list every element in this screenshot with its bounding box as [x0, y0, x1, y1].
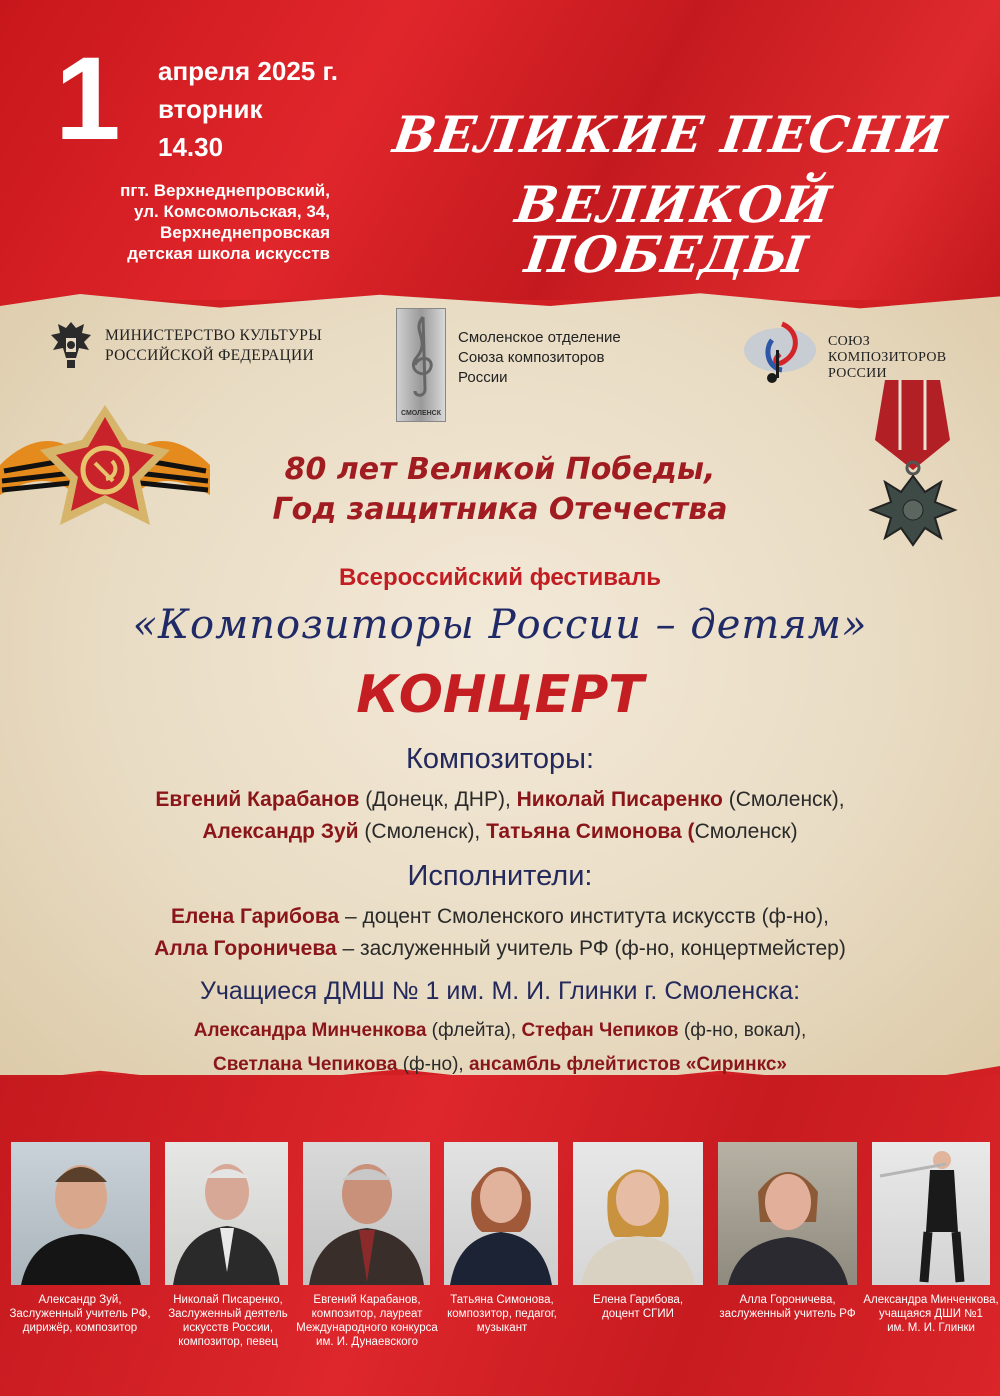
- caption-line: композитор, педагог,: [447, 1308, 557, 1320]
- ministry-line: РОССИЙСКОЙ ФЕДЕРАЦИИ: [105, 347, 314, 364]
- union-of-composers-emblem-icon: [742, 320, 820, 386]
- caption-line: Николай Писаренко,: [173, 1294, 283, 1306]
- student-instrument: (ф-но, вокал),: [678, 1020, 807, 1041]
- composer-city: Смоленск): [694, 820, 798, 843]
- performer-line1: [0, 905, 1000, 929]
- photo-nikolai-pisarenko: [165, 1142, 288, 1285]
- poster-title-line2: ВЕЛИКОЙ ПОБЕДЫ: [511, 175, 836, 284]
- caption-line: Александра Минченкова,: [863, 1294, 999, 1306]
- festival-label: Всероссийский фестиваль: [338, 564, 662, 591]
- poster-title-line1: ВЕЛИКИЕ ПЕСНИ: [389, 105, 951, 164]
- caption-line: Елена Гарибова,: [592, 1294, 684, 1306]
- caption-line: композитор, певец: [178, 1336, 278, 1348]
- festival-name: «Композиторы России – детям»: [132, 602, 868, 648]
- composer-city: (Смоленск),: [722, 788, 845, 811]
- student-instrument: (флейта),: [426, 1020, 522, 1041]
- union-line: РОССИИ: [828, 366, 887, 381]
- smolensk-branch-logo: [458, 328, 621, 388]
- caption-line: Заслуженный деятель: [168, 1308, 288, 1320]
- photo-alexandra-minchenkova: [872, 1142, 990, 1285]
- caption-line: музыкант: [476, 1322, 528, 1334]
- composers-line2: [0, 820, 1000, 844]
- caption-alla-gorunicheva: [710, 1293, 865, 1321]
- photo-evgeny-karabanov: [303, 1142, 430, 1285]
- concert-heading: КОНЦЕРТ: [356, 665, 644, 725]
- venue-line: пгт. Верхнеднепровский,: [120, 181, 330, 200]
- anniversary-line1: 80 лет Великой Победы,: [284, 452, 716, 487]
- caption-line: Международного конкурса: [296, 1322, 438, 1334]
- composer-name: Николай Писаренко: [516, 788, 723, 811]
- caption-alexander-zuy: [0, 1293, 160, 1335]
- smolensk-line: России: [458, 369, 508, 386]
- caption-line: Заслуженный учитель РФ,: [9, 1308, 151, 1320]
- photo-alla-gorunicheva: [718, 1142, 857, 1285]
- caption-line: Евгений Карабанов,: [313, 1294, 421, 1306]
- student-name: Светлана Чепикова: [213, 1054, 398, 1075]
- venue-line: ул. Комсомольская, 34,: [134, 202, 330, 221]
- event-venue: [30, 180, 330, 264]
- treble-clef-icon: [397, 309, 445, 401]
- ministry-of-culture-logo: [105, 326, 322, 366]
- union-line: СОЮЗ: [828, 334, 871, 349]
- student-instrument: (ф-но),: [397, 1054, 469, 1075]
- photo-tatiana-simonova: [444, 1142, 558, 1285]
- composer-city: (Смоленск),: [358, 820, 487, 843]
- performer-name: Елена Гарибова: [171, 905, 340, 928]
- union-line: КОМПОЗИТОРОВ: [828, 350, 947, 365]
- union-of-composers-logo: [828, 334, 946, 382]
- caption-nikolai-pisarenko: [158, 1293, 298, 1349]
- russian-eagle-emblem-icon: [48, 318, 94, 370]
- composer-city: (Донецк, ДНР),: [359, 788, 517, 811]
- caption-line: им. М. И. Глинки: [887, 1322, 975, 1334]
- performer-line2: [0, 937, 1000, 961]
- event-day: 1: [55, 33, 121, 165]
- caption-tatiana-simonova: [437, 1293, 567, 1335]
- event-time: 14.30: [158, 132, 224, 162]
- event-weekday: вторник: [158, 94, 263, 124]
- caption-line: доцент СГИИ: [602, 1308, 674, 1320]
- performer-title: – доцент Смоленского института искусств (ф-но),: [339, 905, 829, 928]
- caption-alexandra-minchenkova: [862, 1293, 1000, 1335]
- composers-line1: [0, 788, 1000, 812]
- caption-line: им. И. Дунаевского: [316, 1336, 418, 1348]
- caption-line: учащаяся ДШИ №1: [879, 1308, 983, 1320]
- performer-title: – заслуженный учитель РФ (ф-но, концертмейстер): [336, 937, 846, 960]
- photo-alexander-zuy: [11, 1142, 150, 1285]
- caption-line: композитор, лауреат: [311, 1308, 423, 1320]
- order-of-patriotic-war-icon: [0, 395, 210, 545]
- caption-line: дирижёр, композитор: [22, 1322, 138, 1334]
- student-name: Александра Минченкова: [193, 1020, 427, 1041]
- composer-name: Евгений Карабанов: [155, 788, 360, 811]
- smolensk-line: Смоленское отделение: [458, 329, 621, 346]
- composer-name: Александр Зуй: [202, 820, 359, 843]
- performers-heading: Исполнители:: [407, 860, 593, 892]
- students-heading: Учащиеся ДМШ № 1 им. М. И. Глинки г. Смоленска:: [199, 977, 801, 1005]
- caption-elena-garibova: [573, 1293, 703, 1321]
- smolensk-clef-logo: [396, 308, 446, 422]
- smolensk-line: Союза композиторов: [458, 349, 605, 366]
- caption-line: Татьяна Симонова,: [450, 1294, 554, 1306]
- venue-line: детская школа искусств: [127, 244, 330, 263]
- smolensk-badge: СМОЛЕНСК: [400, 410, 442, 417]
- caption-line: заслуженный учитель РФ: [719, 1308, 856, 1320]
- anniversary-line2: Год защитника Отечества: [272, 492, 728, 527]
- photo-elena-garibova: [573, 1142, 703, 1285]
- performer-name: Алла Гороничева: [154, 937, 337, 960]
- student-name: Стефан Чепиков: [521, 1020, 679, 1041]
- venue-line: Верхнеднепровская: [160, 223, 330, 242]
- students-line2: [0, 1054, 1000, 1076]
- caption-line: Алла Гороничева,: [739, 1294, 836, 1306]
- caption-line: искусств России,: [182, 1322, 274, 1334]
- composer-name: Татьяна Симонова (: [486, 820, 695, 843]
- composers-heading: Композиторы:: [405, 743, 595, 775]
- caption-line: Александр Зуй,: [38, 1294, 122, 1306]
- caption-evgeny-karabanov: [292, 1293, 442, 1349]
- ensemble-name: ансамбль флейтистов «Сиринкс»: [468, 1054, 787, 1075]
- event-month-year: апреля 2025 г.: [158, 56, 338, 86]
- order-of-courage-icon: [855, 380, 970, 550]
- ministry-line: МИНИСТЕРСТВО КУЛЬТУРЫ: [105, 327, 323, 344]
- students-line1: [0, 1020, 1000, 1042]
